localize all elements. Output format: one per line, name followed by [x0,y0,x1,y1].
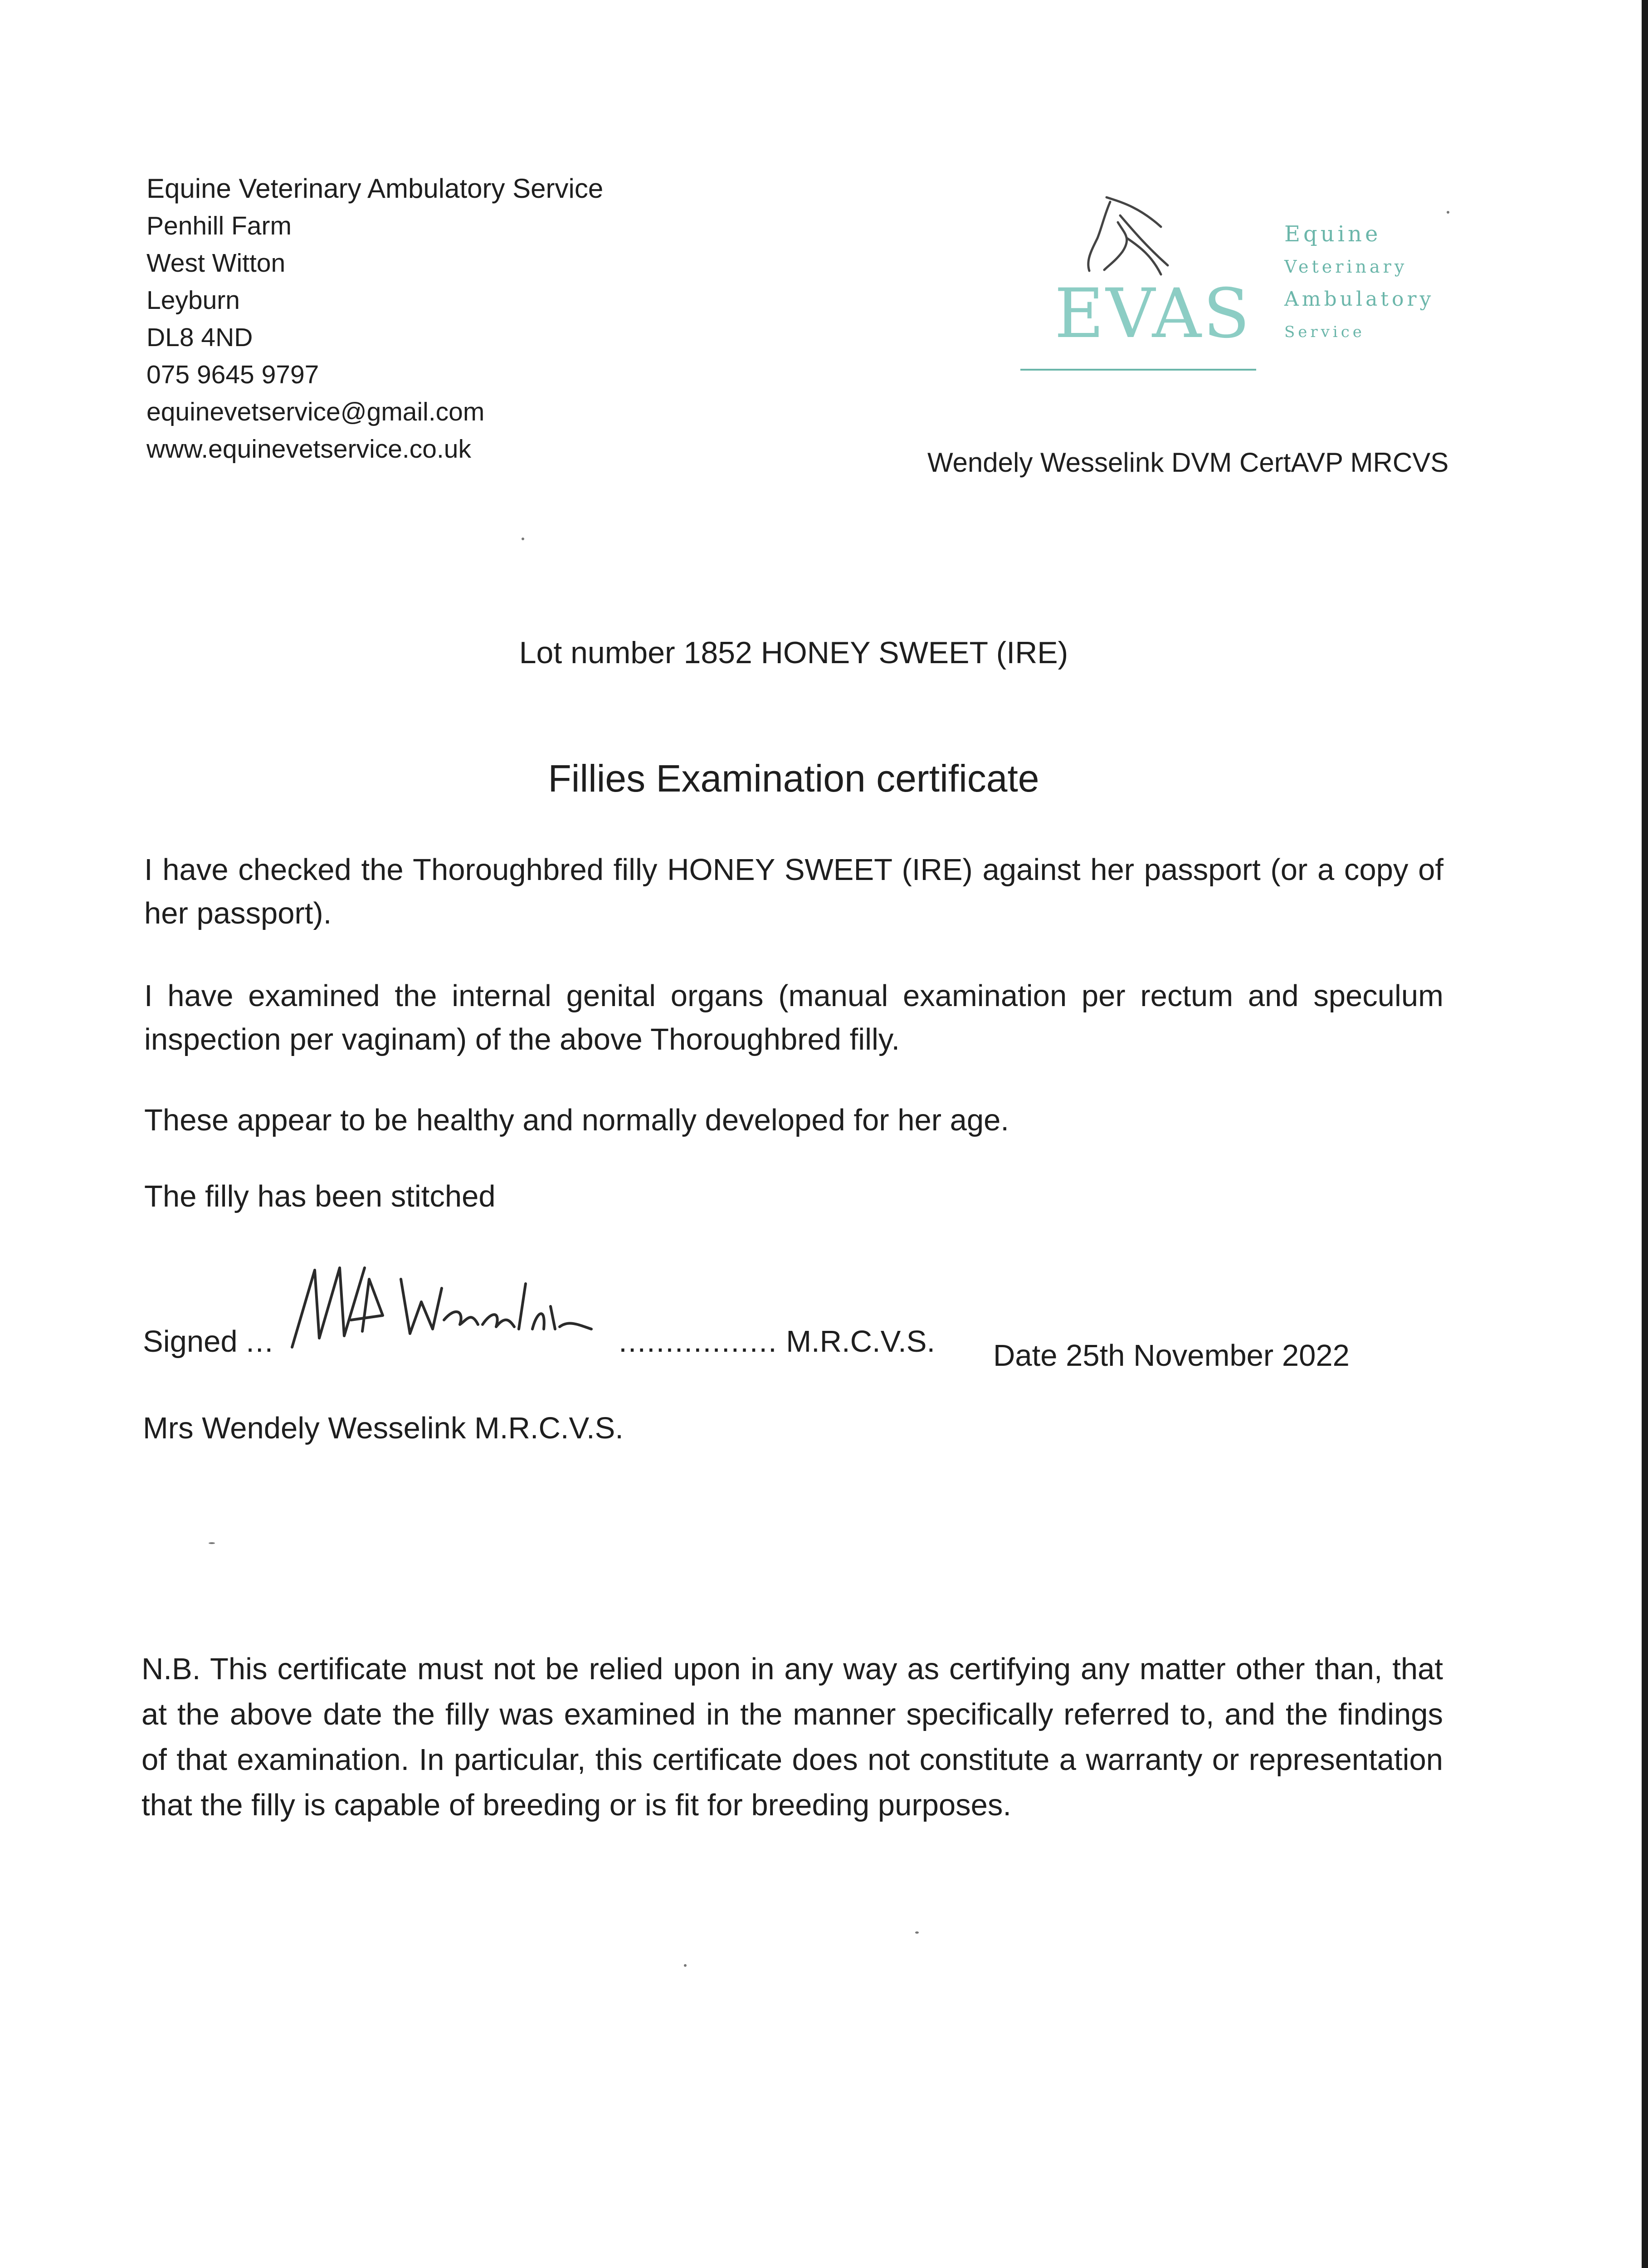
signature-dots: ... [246,1325,274,1359]
sender-website[interactable]: www.equinevetservice.co.uk [146,435,472,464]
mrcvs-suffix: M.R.C.V.S. [786,1325,936,1359]
scan-speck [209,1542,215,1544]
logo-sub-word: Equine [1284,221,1381,247]
lot-number: Lot number 1852 HONEY SWEET (IRE) [519,635,1068,670]
signed-label: Signed [143,1325,238,1359]
scan-speck [915,1931,919,1934]
scan-speck [684,1964,687,1967]
signature-row [143,1306,935,1359]
signature-dots: ................. [619,1325,778,1359]
logo-subtitle [1284,218,1434,348]
sender-organisation: Equine Veterinary Ambulatory Service [146,173,604,204]
address-line: Leyburn [146,286,240,315]
paragraph-stitched: The filly has been stitched [144,1179,496,1213]
disclaimer-note: N.B. This certificate must not be relied upon in any way as certifying any matter other than, that at the above date the filly was examined in the manner specifically referred to, and the findings of that examination. In particular, this certificate does not constitute a warranty or representation that the filly is capable of breeding or is fit for breeding purposes. [141,1652,1443,1822]
sender-email[interactable]: equinevetservice@gmail.com [146,397,485,426]
signatory-name: Mrs Wendely Wesselink M.R.C.V.S. [143,1411,624,1445]
paragraph-examination: I have examined the internal genital organs (manual examination per rectum and speculum inspection per vaginam) of the above Thoroughbred filly. [144,979,1443,1056]
sender-address-block [146,170,603,468]
scan-speck [522,538,524,540]
sender-phone: 075 9645 9797 [146,360,319,389]
address-line: Penhill Farm [146,211,292,240]
logo-sub-word: Veterinary [1284,257,1408,277]
address-line: West Witton [146,249,286,278]
scan-edge [1642,0,1648,2268]
address-line: DL8 4ND [146,323,253,352]
handwritten-signature [274,1306,619,1352]
signature-mark [265,1252,637,1370]
paragraph-passport-check: I have checked the Thoroughbred filly HONEY SWEET (IRE) against her passport (or a copy of her passport). [144,853,1443,930]
logo-sub-word: Service [1284,323,1365,341]
certificate-date: Date 25th November 2022 [993,1339,1350,1373]
evas-logo [1011,188,1434,383]
logo-sub-word: Ambulatory [1284,288,1434,311]
certificate-title: Fillies Examination certificate [548,757,1039,800]
logo-wordmark: EVAS [1054,274,1252,353]
paragraph-finding: These appear to be healthy and normally developed for her age. [144,1103,1009,1137]
scan-speck [1447,211,1449,214]
vet-name: Wendely Wesselink DVM CertAVP MRCVS [927,447,1449,478]
